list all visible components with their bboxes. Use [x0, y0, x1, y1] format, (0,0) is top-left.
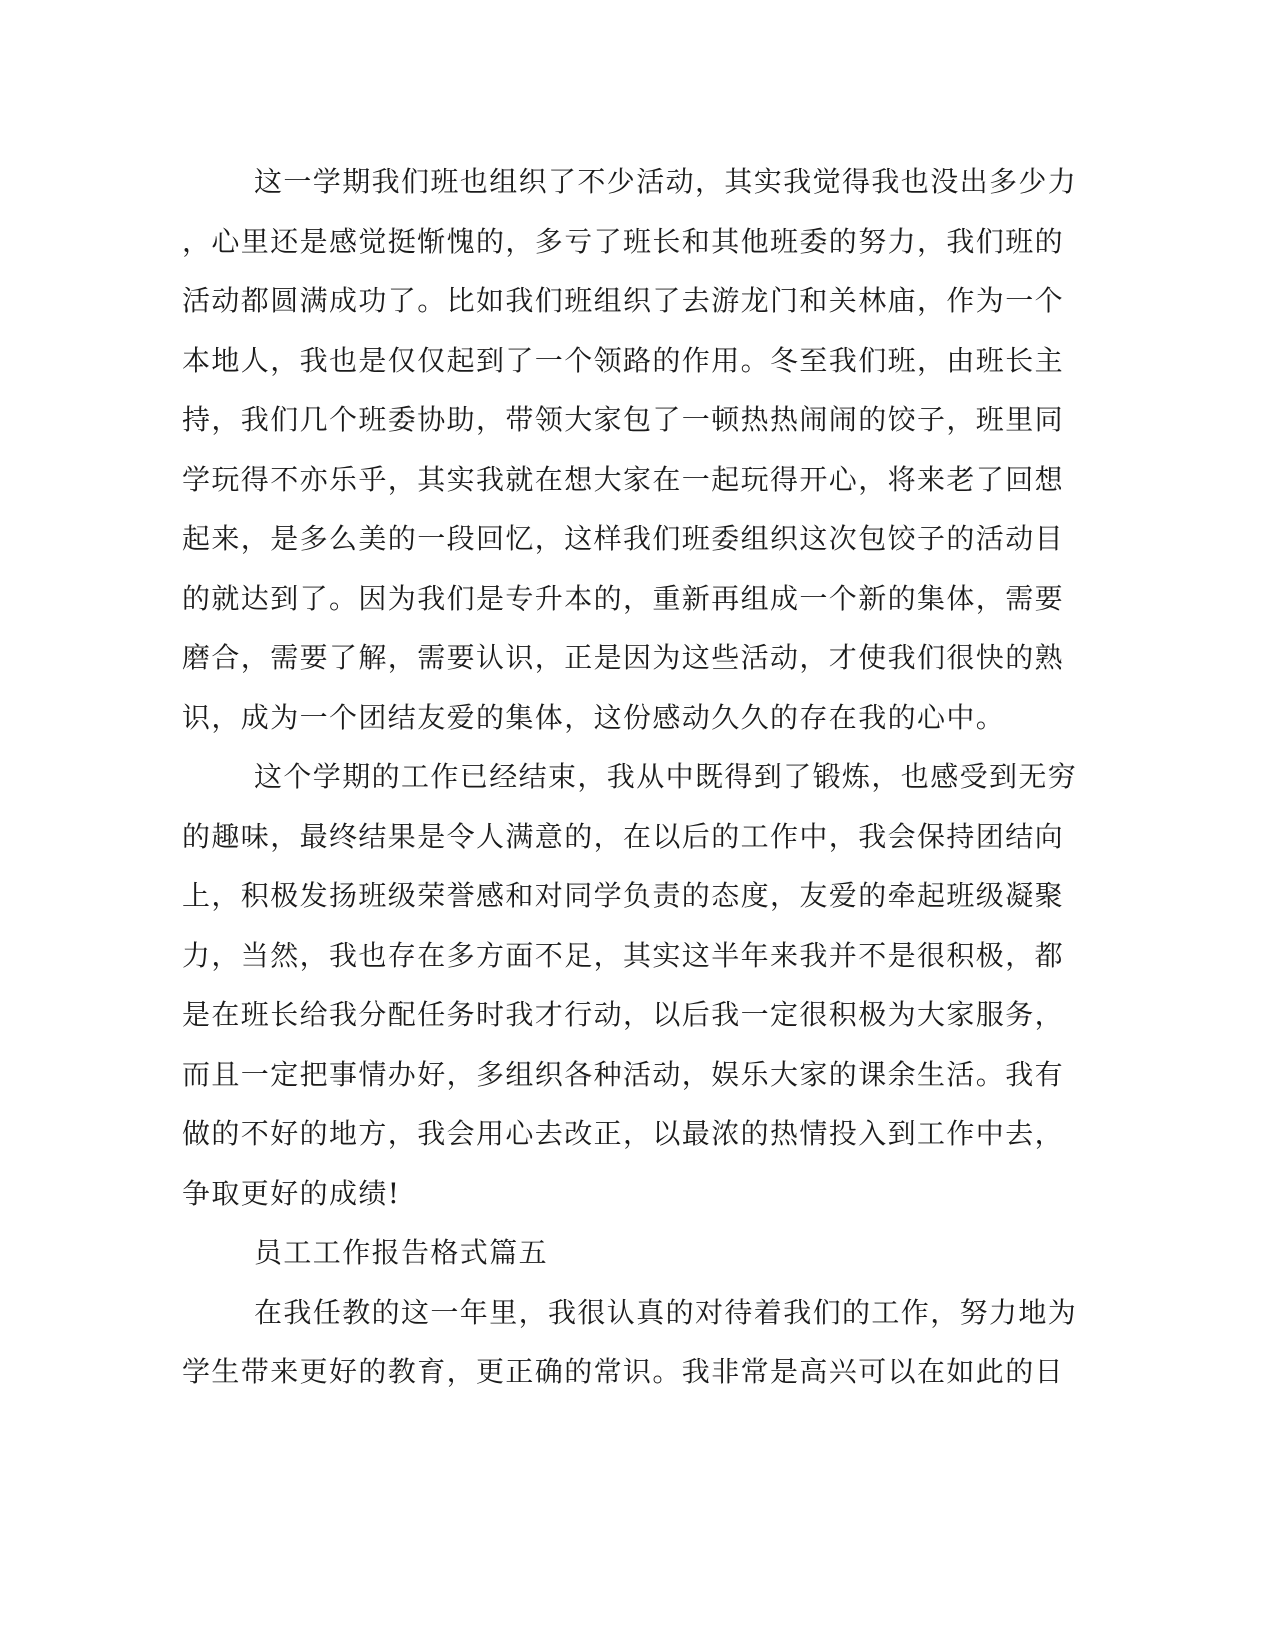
- text-line: 的趣味，最终结果是令人满意的，在以后的工作中，我会保持团结向: [182, 819, 1065, 853]
- text-line: 本地人，我也是仅仅起到了一个领路的作用。冬至我们班，由班长主: [182, 343, 1065, 377]
- text-line: 争取更好的成绩!: [182, 1176, 401, 1210]
- text-line: 力，当然，我也存在多方面不足，其实这半年来我并不是很积极，都: [182, 938, 1065, 972]
- text-line: 做的不好的地方，我会用心去改正，以最浓的热情投入到工作中去，: [182, 1117, 1065, 1150]
- text-line: 起来，是多么美的一段回忆，这样我们班委组织这次包饺子的活动目: [182, 522, 1065, 555]
- text-line: 识，成为一个团结友爱的集体，这份感动久久的存在我的心中。: [182, 700, 1006, 734]
- text-line: 持，我们几个班委协助，带领大家包了一顿热热闹闹的饺子，班里同: [182, 403, 1065, 436]
- text-line: 这一学期我们班也组织了不少活动，其实我觉得我也没出多少力: [254, 165, 1078, 198]
- document-body: [182, 160, 1078, 1410]
- text-line: 在我任教的这一年里，我很认真的对待着我们的工作，努力地为: [254, 1295, 1078, 1329]
- text-line: 而且一定把事情办好，多组织各种活动，娱乐大家的课余生活。我有: [182, 1057, 1065, 1091]
- section-heading: 员工工作报告格式篇五: [254, 1236, 549, 1269]
- text-line: 学生带来更好的教育，更正确的常识。我非常是高兴可以在如此的日: [182, 1355, 1065, 1388]
- text-line: 学玩得不亦乐乎，其实我就在想大家在一起玩得开心，将来老了回想: [182, 462, 1065, 496]
- text-line: 的就达到了。因为我们是专升本的，重新再组成一个新的集体，需要: [182, 581, 1065, 615]
- text-line: ，心里还是感觉挺惭愧的，多亏了班长和其他班委的努力，我们班的: [182, 224, 1065, 258]
- text-line: 活动都圆满成功了。比如我们班组织了去游龙门和关林庙，作为一个: [182, 284, 1065, 317]
- text-line: 是在班长给我分配任务时我才行动，以后我一定很积极为大家服务，: [182, 998, 1065, 1031]
- text-line: 磨合，需要了解，需要认识，正是因为这些活动，才使我们很快的熟: [182, 641, 1065, 674]
- text-line: 上，积极发扬班级荣誉感和对同学负责的态度，友爱的牵起班级凝聚: [182, 879, 1065, 912]
- text-line: 这个学期的工作已经结束，我从中既得到了锻炼，也感受到无穷: [254, 760, 1078, 793]
